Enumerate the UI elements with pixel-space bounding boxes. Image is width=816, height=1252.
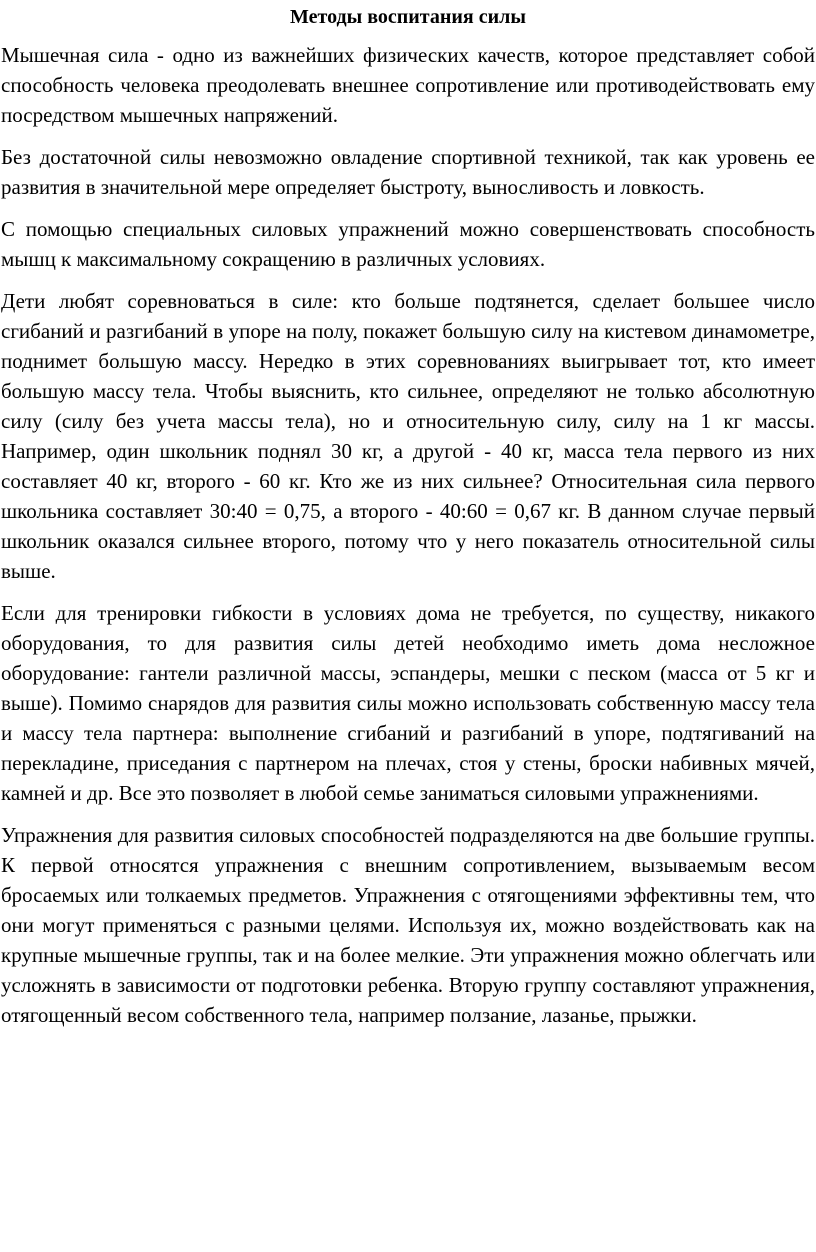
paragraph-muscle-strength-definition: Мышечная сила - одно из важнейших физических качеств, которое представляет собой способность человека преодолевать внешнее сопротивление или противодействовать ему посредством мышечных напряжений. bbox=[1, 43, 815, 127]
paragraph-home-equipment: Если для тренировки гибкости в условиях дома не требуется, по существу, никакого оборудования, то для развития силы детей необходимо иметь дома несложное оборудование: гантели различной массы, эспандеры, мешки с песком (масса от 5 кг и выше). Помимо снарядов для развития силы можно использовать собственную массу тела и массу тела партнера: выполнение сгибаний и разгибаний в упоре, подтягиваний на перекладине, приседания с партнером на плечах, стоя у стены, броски набивных мячей, камней и др. Все это позволяет в любой семье заниматься силовыми упражнениями. bbox=[1, 601, 815, 805]
paragraph-relative-strength: Дети любят соревноваться в силе: кто больше подтянется, сделает большее число сгибаний и разгибаний в упоре на полу, покажет большую силу на кистевом динамометре, поднимет большую массу. Нередко в этих соревнованиях выигрывает тот, кто имеет большую массу тела. Чтобы выяснить, кто сильнее, определяют не только абсолютную силу (силу без учета массы тела), но и относительную силу, силу на 1 кг массы. Например, один школьник поднял 30 кг, а другой - 40 кг, масса тела первого из них составляет 40 кг, второго - 60 кг. Кто же из них сильнее? Относительная сила первого школьника составляет 30:40 = 0,75, а второго - 40:60 = 0,67 кг. В данном случае первый школьник оказался сильнее второго, потому что у него показатель относительной силы выше. bbox=[1, 289, 815, 583]
paragraph-strength-importance: Без достаточной силы невозможно овладение спортивной техникой, так как уровень ее развития в значительной мере определяет быстроту, выносливость и ловкость. bbox=[1, 145, 815, 199]
paragraph-special-exercises: С помощью специальных силовых упражнений можно совершенствовать способность мышц к максимальному сокращению в различных условиях. bbox=[1, 217, 815, 271]
paragraph-exercise-groups: Упражнения для развития силовых способностей подразделяются на две большие группы. К первой относятся упражнения с внешним сопротивлением, вызываемым весом бросаемых или толкаемых предметов. Упражнения с отягощениями эффективны тем, что они могут применяться с разными целями. Используя их, можно воздействовать как на крупные мышечные группы, так и на более мелкие. Эти упражнения можно облегчать или усложнять в зависимости от подготовки ребенка. Вторую группу составляют упражнения, отягощенный весом собственного тела, например ползание, лазанье, прыжки. bbox=[1, 823, 815, 1027]
document-title: Методы воспитания силы bbox=[290, 6, 526, 28]
